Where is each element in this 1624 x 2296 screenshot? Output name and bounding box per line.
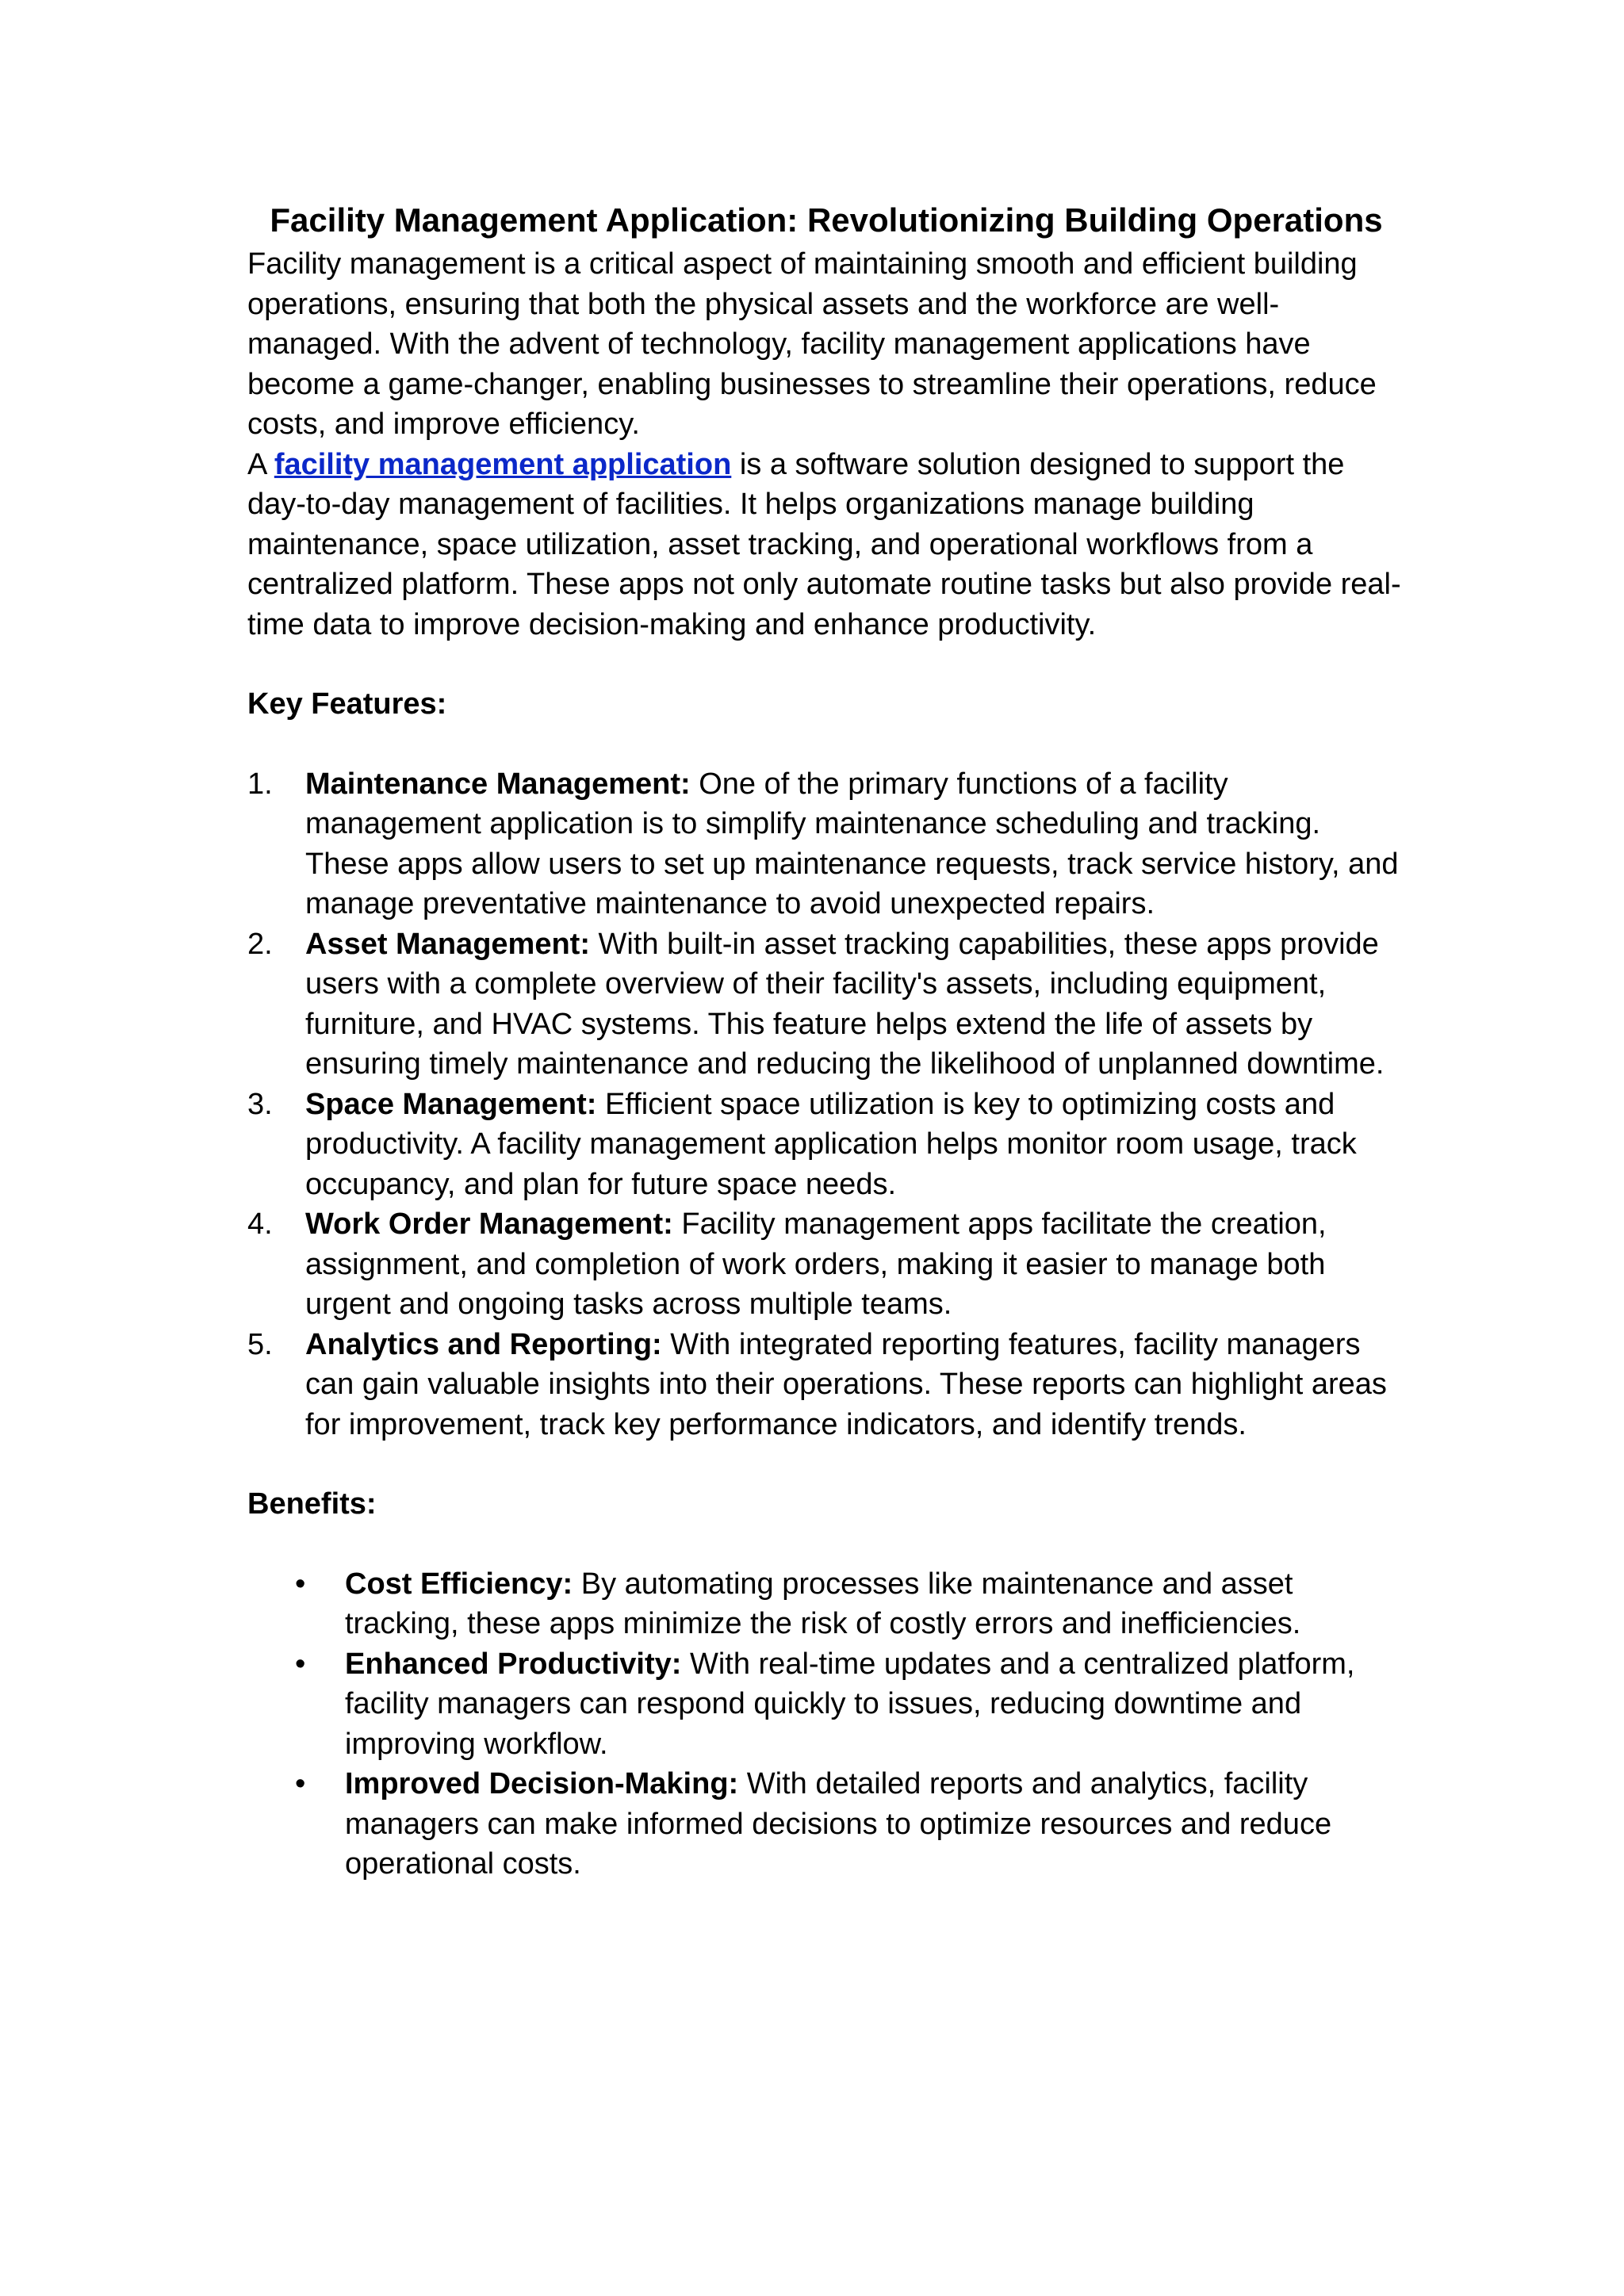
bullet-icon: •	[295, 1647, 306, 1681]
feature-text: Facility management apps facilitate the creation, assignment, and completion of work orders, making it easier to manage both urgent and ongoing tasks across multiple teams.	[305, 1207, 1327, 1321]
intro-paragraph: Facility management is a critical aspect of maintaining smooth and efficient building operations, ensuring that both the physical assets and the workforce are well-managed. With the advent of technology, facility management applications have become a game-changer, enabling businesses to streamline their operations, reduce costs, and improve efficiency.	[247, 247, 1377, 441]
document-content	[247, 197, 1405, 1885]
feature-term: Analytics and Reporting:	[305, 1327, 662, 1361]
definition-suffix: is a software solution designed to support the day-to-day management of facilities. It helps organizations manage building maintenance, space utilization, asset tracking, and operational workflows from a centralized platform. These apps not only automate routine tasks but also provide real-time data to improve decision-making and enhance productivity.	[247, 447, 1401, 641]
facility-management-application-link[interactable]: facility management application	[274, 447, 732, 481]
feature-term: Asset Management:	[305, 927, 590, 961]
bullet-icon: •	[295, 1567, 306, 1601]
list-number: 2.	[247, 927, 273, 961]
bullet-icon: •	[295, 1767, 306, 1800]
feature-term: Work Order Management:	[305, 1207, 673, 1241]
feature-text: Efficient space utilization is key to optimizing costs and productivity. A facility management application helps monitor room usage, track occupancy, and plan for future space needs.	[305, 1087, 1357, 1201]
feature-text: With integrated reporting features, facility managers can gain valuable insights into their operations. These reports can highlight areas for improvement, track key performance indicators, and identify trends.	[305, 1327, 1387, 1441]
benefit-item-cost-efficiency	[247, 1564, 1405, 1644]
definition-paragraph	[247, 445, 1405, 645]
feature-text: With built-in asset tracking capabilities, these apps provide users with a complete overview of their facility's assets, including equipment, furniture, and HVAC systems. This feature helps extend the life of assets by ensuring timely maintenance and reducing the likelihood of unplanned downtime.	[305, 927, 1385, 1081]
benefit-text: With detailed reports and analytics, facility managers can make informed decisions to optimize resources and reduce operational costs.	[345, 1767, 1332, 1881]
list-number: 4.	[247, 1207, 273, 1241]
key-features-heading: Key Features:	[247, 687, 447, 721]
list-number: 1.	[247, 767, 273, 801]
benefit-text: By automating processes like maintenance and asset tracking, these apps minimize the risk of costly errors and inefficiencies.	[345, 1567, 1301, 1640]
feature-term: Maintenance Management:	[305, 767, 691, 801]
benefit-text: With real-time updates and a centralized platform, facility managers can respond quickly to issues, reducing downtime and improving workflow.	[345, 1647, 1355, 1761]
list-number: 5.	[247, 1327, 273, 1361]
page-title: Facility Management Application: Revolutionizing Building Operations	[270, 201, 1383, 239]
feature-item-maintenance	[247, 764, 1405, 924]
feature-text: One of the primary functions of a facility management application is to simplify maintenance scheduling and tracking. These apps allow users to set up maintenance requests, track service history, and manage preventative maintenance to avoid unexpected repairs.	[305, 767, 1399, 920]
list-number: 3.	[247, 1087, 273, 1121]
feature-item-analytics	[247, 1325, 1405, 1445]
benefits-list	[247, 1564, 1405, 1885]
feature-item-work-order	[247, 1204, 1405, 1325]
feature-term: Space Management:	[305, 1087, 597, 1121]
benefit-term: Improved Decision-Making:	[345, 1767, 739, 1800]
benefit-term: Enhanced Productivity:	[345, 1647, 682, 1681]
key-features-list	[247, 764, 1405, 1445]
feature-item-asset	[247, 924, 1405, 1085]
benefits-heading: Benefits:	[247, 1487, 377, 1521]
feature-item-space	[247, 1085, 1405, 1205]
definition-prefix: A	[247, 447, 274, 481]
benefit-term: Cost Efficiency:	[345, 1567, 573, 1601]
benefit-item-decision-making	[247, 1764, 1405, 1885]
benefit-item-productivity	[247, 1644, 1405, 1765]
